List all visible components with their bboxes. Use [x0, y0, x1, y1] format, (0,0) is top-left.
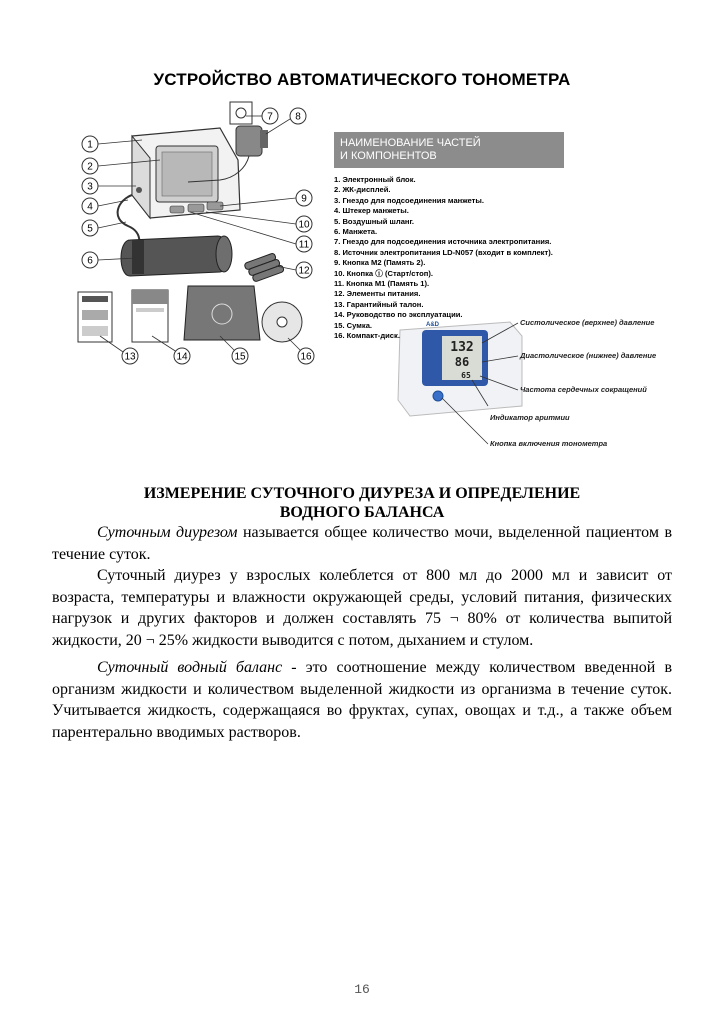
manual-icon [132, 290, 168, 342]
parts-header-line1: НАИМЕНОВАНИЕ ЧАСТЕЙ [340, 137, 481, 149]
section-title-line2: ВОДНОГО БАЛАНСА [279, 504, 445, 521]
callout-9 [296, 190, 312, 206]
page-number: 16 [354, 982, 370, 997]
callout-13-label: 13 [124, 351, 136, 363]
callout-8 [290, 108, 306, 124]
display-pulse: 65 [461, 371, 471, 380]
callout-16 [298, 348, 314, 364]
part-item: 2. ЖК-дисплей. [334, 185, 391, 195]
annotation-pulse: Частота сердечных сокращений [520, 385, 647, 394]
paragraph-1-text: называется общее количество мочи, выделенной пациентом в течение суток. [52, 524, 672, 563]
callout-14 [174, 348, 190, 364]
parts-legend-header [334, 132, 564, 168]
display-sys: 132 [450, 340, 474, 355]
page-heading: УСТРОЙСТВО АВТОМАТИЧЕСКОГО ТОНОМЕТРА [153, 70, 571, 89]
warranty-card-icon [78, 292, 112, 342]
callout-1 [82, 136, 98, 152]
parts-header-line2: И КОМПОНЕНТОВ [340, 150, 437, 162]
paragraph-3-text: - это соотношение между количеством введенной в организм жидкости и количеством выделенной жидкости из организма в течение суток. Учитывается жидкость, содержащаяся во фруктах, супах, овощах и т.д., а также объем парентерально вводимых растворов. [52, 659, 673, 741]
part-item: 16. Компакт-диск. [334, 331, 400, 341]
callout-5 [82, 220, 98, 236]
part-item: 5. Воздушный шланг. [334, 216, 415, 226]
callout-15 [232, 348, 248, 364]
batteries-icon [244, 253, 284, 283]
part-item: 9. Кнопка M2 (Память 2). [334, 258, 426, 268]
parts-legend [334, 132, 566, 342]
parts-list [334, 175, 566, 342]
bag-icon [184, 286, 260, 340]
part-item: 13. Гарантийный талон. [334, 299, 424, 309]
callout-1-label: 1 [87, 139, 93, 151]
callout-11 [296, 236, 312, 252]
callout-4-label: 4 [87, 201, 93, 213]
callout-14-label: 14 [176, 351, 188, 363]
part-item: 14. Руководство по эксплуатации. [334, 310, 463, 320]
callout-4 [82, 198, 98, 214]
callout-16-label: 16 [300, 351, 312, 363]
cd-icon [262, 302, 302, 342]
part-item: 11. Кнопка M1 (Память 1). [334, 279, 430, 289]
paragraph-3 [52, 657, 672, 743]
annotation-diastolic: Диастолическое (нижнее) давление [520, 351, 657, 360]
section-title-line1: ИЗМЕРЕНИЕ СУТОЧНОГО ДИУРЕЗА И ОПРЕДЕЛЕНИЕ [143, 485, 581, 502]
callout-10 [296, 216, 312, 232]
part-item: 12. Элементы питания. [334, 289, 421, 299]
paragraph-2 [52, 565, 672, 651]
callout-12-label: 12 [298, 265, 310, 277]
part-item: 10. Кнопка ⓘ (Старт/стоп). [334, 268, 433, 278]
callout-6 [82, 252, 98, 268]
annotation-systolic: Систолическое (верхнее) давление [520, 318, 655, 327]
callout-7 [262, 108, 278, 124]
power-socket-icon [230, 102, 252, 124]
paragraph-1 [52, 522, 672, 565]
callout-2 [82, 158, 98, 174]
callout-7-label: 7 [267, 111, 273, 123]
callout-15-label: 15 [234, 351, 246, 363]
part-item: 3. Гнездо для подсоединения манжеты. [334, 195, 484, 205]
part-item: 7. Гнездо для подсоединения источника электропитания. [334, 237, 552, 247]
annotation-arrhythmia: Индикатор аритмии [490, 413, 570, 422]
callout-8-label: 8 [295, 111, 301, 123]
callout-13 [122, 348, 138, 364]
part-item: 15. Сумка. [334, 320, 373, 330]
brand-logo: A&D [426, 322, 439, 328]
annotation-power-button: Кнопка включения тонометра [490, 439, 608, 448]
callout-9-label: 9 [301, 193, 307, 205]
callout-3-label: 3 [87, 181, 93, 193]
term-daily-diuresis: Суточным диурезом [97, 524, 238, 541]
part-item: 4. Штекер манжеты. [334, 206, 409, 216]
part-item: 1. Электронный блок. [334, 175, 416, 184]
part-item: 8. Источник электропитания LD-N057 (входит в комплект). [334, 247, 553, 257]
display-dia: 86 [454, 355, 470, 369]
callout-5-label: 5 [87, 223, 93, 235]
callout-2-label: 2 [87, 161, 93, 173]
term-water-balance: Суточный водный баланс [97, 659, 283, 676]
callout-6-label: 6 [87, 255, 93, 267]
callout-12 [296, 262, 312, 278]
part-item: 6. Манжета. [334, 227, 378, 237]
callout-3 [82, 178, 98, 194]
electronic-unit [132, 128, 240, 218]
callout-11-label: 11 [298, 239, 310, 251]
callout-10-label: 10 [298, 219, 310, 231]
cuff-icon [121, 236, 232, 276]
paragraph-2-text: Суточный диурез у взрослых колеблется от 800 мл до 2000 мл и зависит от возраста, температуры и влажности окружающей среды, условий питания, физических нагрузок и других факторов и должен составлять 75 ¬ 80% от количества выпитой жидкости, 20 ¬ 25% жидкости выводится с потом, дыханием и стулом. [52, 567, 672, 649]
power-button-icon [433, 391, 443, 401]
